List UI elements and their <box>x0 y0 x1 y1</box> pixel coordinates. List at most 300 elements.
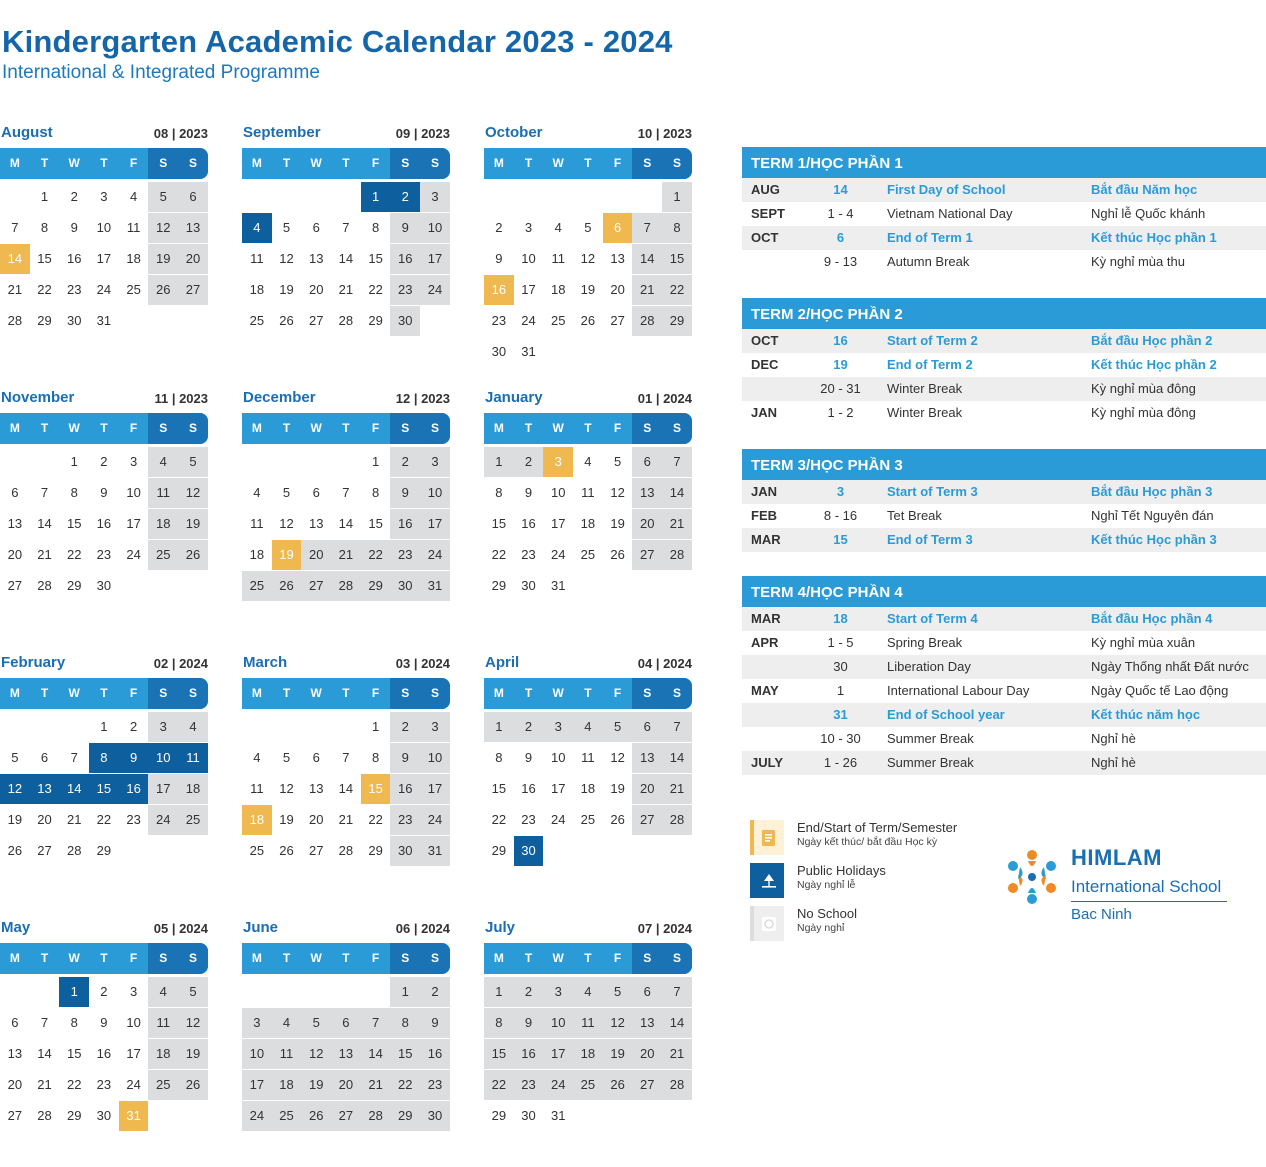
day-cell: 20 <box>331 1070 361 1101</box>
day-grid <box>242 712 450 867</box>
day-cell: 24 <box>89 275 119 306</box>
day-cell: 11 <box>148 1008 178 1039</box>
day-cell: 10 <box>242 1039 272 1070</box>
day-cell: 23 <box>514 1070 544 1101</box>
weekday-label: S <box>662 148 692 179</box>
weekday-label: F <box>371 951 380 965</box>
day-cell: 13 <box>0 509 30 540</box>
day-cell: 15 <box>30 244 60 275</box>
day-cell: 8 <box>484 1008 514 1039</box>
day-cell: 11 <box>119 213 149 244</box>
weekday-header <box>242 678 450 709</box>
term-title: TERM 1/HỌC PHẦN 1 <box>742 147 1266 178</box>
day-cell: 23 <box>514 805 544 836</box>
day-cell: 14 <box>662 743 692 774</box>
day-cell: 8 <box>89 743 119 774</box>
empty-cell <box>272 182 302 213</box>
day-cell: 9 <box>420 1008 450 1039</box>
day-cell: 5 <box>272 743 302 774</box>
day-cell: 23 <box>514 540 544 571</box>
day-cell: 18 <box>242 540 272 571</box>
month-march <box>242 654 450 867</box>
day-cell: 1 <box>59 977 89 1008</box>
weekday-label: F <box>613 156 622 170</box>
day-cell: 1 <box>662 182 692 213</box>
term-date: 18 <box>833 611 848 626</box>
day-cell: 16 <box>89 1039 119 1070</box>
term-month: MAR <box>751 532 781 547</box>
day-cell: 4 <box>573 977 603 1008</box>
no-school-icon <box>750 906 784 941</box>
term-event-vi: Bắt đầu Học phần 2 <box>1091 333 1213 348</box>
weekday-label: T <box>342 686 350 700</box>
weekday-label: F <box>129 156 138 170</box>
day-cell: 26 <box>178 540 208 571</box>
empty-cell <box>301 977 331 1008</box>
month-july <box>484 919 692 1132</box>
legend-item-holiday <box>750 863 990 906</box>
day-cell: 20 <box>301 805 331 836</box>
day-cell: 26 <box>0 836 30 867</box>
day-cell: 15 <box>390 1039 420 1070</box>
weekday-label: T <box>342 421 350 435</box>
month-february <box>0 654 208 867</box>
day-cell: 23 <box>59 275 89 306</box>
day-cell: 30 <box>59 306 89 337</box>
day-cell: 9 <box>514 478 544 509</box>
term-date: 9 - 13 <box>823 254 858 269</box>
day-cell: 16 <box>390 774 420 805</box>
day-cell: 15 <box>89 774 119 805</box>
day-cell: 4 <box>272 1008 302 1039</box>
day-cell: 1 <box>361 712 391 743</box>
day-cell: 13 <box>178 213 208 244</box>
day-cell: 30 <box>89 1101 119 1132</box>
day-cell: 13 <box>632 743 662 774</box>
day-cell: 21 <box>331 275 361 306</box>
weekday-label: T <box>40 156 49 170</box>
empty-cell <box>331 447 361 478</box>
day-cell: 29 <box>662 306 692 337</box>
day-cell: 3 <box>543 977 573 1008</box>
day-cell: 5 <box>272 478 302 509</box>
month-code: 12 | 2023 <box>395 391 450 406</box>
day-cell: 4 <box>573 712 603 743</box>
month-august <box>0 124 208 337</box>
term-date: 1 - 26 <box>823 755 858 770</box>
day-cell: 10 <box>543 743 573 774</box>
day-cell: 11 <box>178 743 208 774</box>
day-cell: 19 <box>603 509 633 540</box>
term-section <box>742 576 1266 775</box>
page-subtitle: International & Integrated Programme <box>2 62 320 83</box>
day-cell: 25 <box>242 306 272 337</box>
weekday-label: S <box>178 678 208 709</box>
day-cell: 31 <box>119 1101 149 1132</box>
day-cell: 28 <box>0 306 30 337</box>
day-cell: 3 <box>420 182 450 213</box>
empty-cell <box>30 712 60 743</box>
day-cell: 30 <box>420 1101 450 1132</box>
day-cell: 22 <box>361 540 391 571</box>
day-cell: 26 <box>603 805 633 836</box>
term-row <box>742 607 1266 631</box>
day-cell: 15 <box>361 774 391 805</box>
day-cell: 27 <box>0 571 30 602</box>
day-cell: 8 <box>361 478 391 509</box>
weekday-label: F <box>371 686 380 700</box>
day-cell: 22 <box>59 1070 89 1101</box>
day-grid <box>0 182 208 337</box>
weekday-label: M <box>251 421 262 435</box>
weekday-header <box>484 678 692 709</box>
day-cell: 12 <box>0 774 30 805</box>
day-cell: 25 <box>119 275 149 306</box>
day-cell: 19 <box>272 275 302 306</box>
day-cell: 3 <box>148 712 178 743</box>
day-cell: 5 <box>0 743 30 774</box>
day-cell: 23 <box>390 805 420 836</box>
day-cell: 27 <box>603 306 633 337</box>
weekday-label: W <box>68 686 80 700</box>
day-grid <box>0 977 208 1132</box>
day-cell: 18 <box>573 774 603 805</box>
day-cell: 28 <box>30 1101 60 1132</box>
term-event-en: Winter Break <box>887 405 963 420</box>
day-cell: 5 <box>603 712 633 743</box>
term-month: OCT <box>751 230 779 245</box>
day-cell: 26 <box>148 275 178 306</box>
day-cell: 4 <box>573 447 603 478</box>
empty-cell <box>331 712 361 743</box>
day-cell: 22 <box>30 275 60 306</box>
month-name: July <box>485 919 516 936</box>
term-row <box>742 401 1266 425</box>
day-cell: 27 <box>632 540 662 571</box>
day-cell: 20 <box>603 275 633 306</box>
school-logo <box>1000 845 1240 925</box>
day-cell: 18 <box>543 275 573 306</box>
term-month: FEB <box>751 508 777 523</box>
day-cell: 2 <box>89 977 119 1008</box>
month-code: 04 | 2024 <box>637 656 692 671</box>
day-cell: 16 <box>514 509 544 540</box>
term-event-vi: Kết thúc Học phần 3 <box>1091 532 1217 547</box>
weekday-header <box>242 413 450 444</box>
empty-cell <box>30 977 60 1008</box>
month-code: 11 | 2023 <box>154 391 208 406</box>
month-name: February <box>1 654 66 671</box>
day-cell: 14 <box>662 1008 692 1039</box>
day-cell: 9 <box>390 478 420 509</box>
day-cell: 9 <box>514 1008 544 1039</box>
day-cell: 21 <box>30 1070 60 1101</box>
term-section <box>742 298 1266 425</box>
day-cell: 7 <box>632 213 662 244</box>
day-cell: 14 <box>331 509 361 540</box>
weekday-label: T <box>524 156 533 170</box>
day-cell: 30 <box>390 306 420 337</box>
day-cell: 21 <box>59 805 89 836</box>
day-cell: 14 <box>30 509 60 540</box>
month-code: 08 | 2023 <box>153 126 208 141</box>
weekday-label: T <box>584 421 592 435</box>
weekday-label: S <box>420 678 450 709</box>
term-row <box>742 631 1266 655</box>
day-cell: 14 <box>331 774 361 805</box>
month-code: 06 | 2024 <box>395 921 450 936</box>
empty-cell <box>484 182 514 213</box>
day-cell: 6 <box>301 743 331 774</box>
day-cell: 12 <box>301 1039 331 1070</box>
day-cell: 3 <box>89 182 119 213</box>
term-month: JULY <box>751 755 784 770</box>
weekday-label: F <box>371 156 380 170</box>
day-cell: 15 <box>59 509 89 540</box>
term-row <box>742 329 1266 353</box>
day-cell: 3 <box>420 447 450 478</box>
term-month: APR <box>751 635 779 650</box>
day-cell: 25 <box>543 306 573 337</box>
day-cell: 7 <box>0 213 30 244</box>
day-cell: 2 <box>514 977 544 1008</box>
day-cell: 12 <box>272 509 302 540</box>
weekday-label: S <box>662 678 692 709</box>
day-cell: 31 <box>514 337 544 368</box>
day-cell: 8 <box>30 213 60 244</box>
term-date: 3 <box>836 484 845 499</box>
day-cell: 25 <box>573 540 603 571</box>
month-code: 10 | 2023 <box>637 126 692 141</box>
term-row <box>742 377 1266 401</box>
day-cell: 18 <box>148 1039 178 1070</box>
day-cell: 7 <box>361 1008 391 1039</box>
empty-cell <box>543 182 573 213</box>
weekday-label: W <box>68 421 80 435</box>
day-grid <box>0 712 208 867</box>
day-cell: 16 <box>59 244 89 275</box>
month-january <box>484 389 692 602</box>
day-cell: 15 <box>484 774 514 805</box>
day-cell: 2 <box>390 182 420 213</box>
day-cell: 27 <box>301 306 331 337</box>
day-cell: 28 <box>331 306 361 337</box>
day-cell: 16 <box>390 509 420 540</box>
day-cell: 11 <box>543 244 573 275</box>
day-cell: 13 <box>0 1039 30 1070</box>
day-grid <box>484 977 692 1132</box>
day-cell: 29 <box>361 306 391 337</box>
term-month: MAY <box>751 683 779 698</box>
weekday-label: M <box>9 156 20 170</box>
weekday-header <box>484 943 692 974</box>
day-cell: 4 <box>148 447 178 478</box>
day-cell: 13 <box>632 478 662 509</box>
day-cell: 17 <box>420 774 450 805</box>
day-cell: 20 <box>632 509 662 540</box>
day-cell: 5 <box>603 977 633 1008</box>
term-month <box>742 377 813 401</box>
day-cell: 18 <box>119 244 149 275</box>
day-cell: 22 <box>484 805 514 836</box>
day-cell: 19 <box>603 1039 633 1070</box>
weekday-label: M <box>251 951 262 965</box>
day-cell: 17 <box>148 774 178 805</box>
day-cell: 10 <box>89 213 119 244</box>
day-cell: 1 <box>30 182 60 213</box>
weekday-label: W <box>552 156 564 170</box>
weekday-header <box>0 678 208 709</box>
day-cell: 15 <box>662 244 692 275</box>
weekday-label: T <box>282 686 291 700</box>
day-cell: 3 <box>420 712 450 743</box>
day-cell: 31 <box>89 306 119 337</box>
day-cell: 28 <box>662 540 692 571</box>
day-cell: 12 <box>603 1008 633 1039</box>
day-cell: 6 <box>301 213 331 244</box>
weekday-label: F <box>129 686 138 700</box>
month-june <box>242 919 450 1132</box>
month-name: April <box>485 654 520 671</box>
weekday-label: W <box>310 421 322 435</box>
day-cell: 9 <box>59 213 89 244</box>
weekday-label: M <box>493 951 504 965</box>
term-month: DEC <box>751 357 779 372</box>
weekday-label: S <box>148 413 178 444</box>
day-cell: 29 <box>484 836 514 867</box>
day-cell: 31 <box>543 1101 573 1132</box>
day-cell: 2 <box>514 712 544 743</box>
day-cell: 4 <box>178 712 208 743</box>
weekday-label: W <box>68 156 80 170</box>
day-cell: 19 <box>573 275 603 306</box>
day-cell: 11 <box>148 478 178 509</box>
day-cell: 14 <box>632 244 662 275</box>
term-event-vi: Nghỉ lễ Quốc khánh <box>1091 206 1206 221</box>
term-date: 1 - 2 <box>827 405 854 420</box>
month-name: May <box>1 919 31 936</box>
term-event-vi: Kết thúc năm học <box>1091 707 1201 722</box>
weekday-label: W <box>552 686 564 700</box>
weekday-label: S <box>148 678 178 709</box>
day-cell: 2 <box>119 712 149 743</box>
day-cell: 24 <box>543 1070 573 1101</box>
day-cell: 20 <box>0 1070 30 1101</box>
weekday-label: S <box>420 943 450 974</box>
weekday-label: S <box>390 678 420 709</box>
weekday-header <box>0 943 208 974</box>
day-cell: 27 <box>30 836 60 867</box>
day-cell: 12 <box>272 244 302 275</box>
day-cell: 2 <box>514 447 544 478</box>
legend-sublabel: Ngày kết thúc/ bắt đầu Học kỳ <box>797 836 938 848</box>
day-cell: 7 <box>30 1008 60 1039</box>
weekday-label: T <box>524 686 533 700</box>
day-cell: 19 <box>603 774 633 805</box>
day-cell: 5 <box>301 1008 331 1039</box>
legend-label: No School <box>797 906 857 921</box>
weekday-label: T <box>282 156 291 170</box>
day-cell: 18 <box>148 509 178 540</box>
month-name: October <box>485 124 543 141</box>
day-cell: 6 <box>331 1008 361 1039</box>
day-cell: 30 <box>514 1101 544 1132</box>
day-cell: 1 <box>59 447 89 478</box>
legend-item-term <box>750 820 990 863</box>
day-cell: 21 <box>632 275 662 306</box>
day-cell: 15 <box>361 244 391 275</box>
day-cell: 1 <box>390 977 420 1008</box>
term-month <box>742 655 813 679</box>
day-cell: 2 <box>484 213 514 244</box>
day-cell: 29 <box>361 571 391 602</box>
day-cell: 28 <box>361 1101 391 1132</box>
day-cell: 21 <box>331 805 361 836</box>
weekday-label: T <box>282 421 291 435</box>
day-cell: 31 <box>420 836 450 867</box>
day-cell: 7 <box>59 743 89 774</box>
day-cell: 22 <box>89 805 119 836</box>
day-grid <box>242 977 450 1132</box>
day-cell: 10 <box>119 478 149 509</box>
weekday-label: S <box>148 148 178 179</box>
empty-cell <box>361 977 391 1008</box>
day-cell: 14 <box>331 244 361 275</box>
empty-cell <box>0 182 30 213</box>
day-cell: 19 <box>301 1070 331 1101</box>
day-cell: 12 <box>178 478 208 509</box>
weekday-label: T <box>584 156 592 170</box>
month-code: 05 | 2024 <box>153 921 208 936</box>
day-cell: 12 <box>178 1008 208 1039</box>
empty-cell <box>272 977 302 1008</box>
day-cell: 19 <box>272 540 302 571</box>
term-event-vi: Kỳ nghỉ mùa đông <box>1091 381 1196 396</box>
empty-cell <box>603 182 633 213</box>
day-cell: 24 <box>543 540 573 571</box>
day-cell: 27 <box>301 836 331 867</box>
day-grid <box>484 712 692 867</box>
page-title: Kindergarten Academic Calendar 2023 - 2024 <box>2 24 673 59</box>
day-cell: 11 <box>573 743 603 774</box>
day-cell: 29 <box>89 836 119 867</box>
weekday-header <box>484 148 692 179</box>
day-cell: 21 <box>331 540 361 571</box>
day-cell: 29 <box>484 1101 514 1132</box>
day-cell: 5 <box>573 213 603 244</box>
month-code: 09 | 2023 <box>395 126 450 141</box>
term-event-en: End of School year <box>887 707 1005 722</box>
day-cell: 4 <box>242 743 272 774</box>
term-event-en: Liberation Day <box>887 659 971 674</box>
empty-cell <box>59 712 89 743</box>
day-cell: 23 <box>89 1070 119 1101</box>
day-cell: 10 <box>420 743 450 774</box>
term-date: 14 <box>833 182 848 197</box>
month-name: June <box>243 919 279 936</box>
month-april <box>484 654 692 867</box>
term-row <box>742 353 1266 377</box>
month-name: August <box>1 124 53 141</box>
term-event-vi: Ngày Thống nhất Đất nước <box>1091 659 1249 674</box>
day-cell: 4 <box>242 478 272 509</box>
day-cell: 30 <box>484 337 514 368</box>
day-cell: 15 <box>484 1039 514 1070</box>
day-cell: 13 <box>301 774 331 805</box>
day-cell: 9 <box>390 743 420 774</box>
day-cell: 19 <box>0 805 30 836</box>
day-cell: 20 <box>632 1039 662 1070</box>
